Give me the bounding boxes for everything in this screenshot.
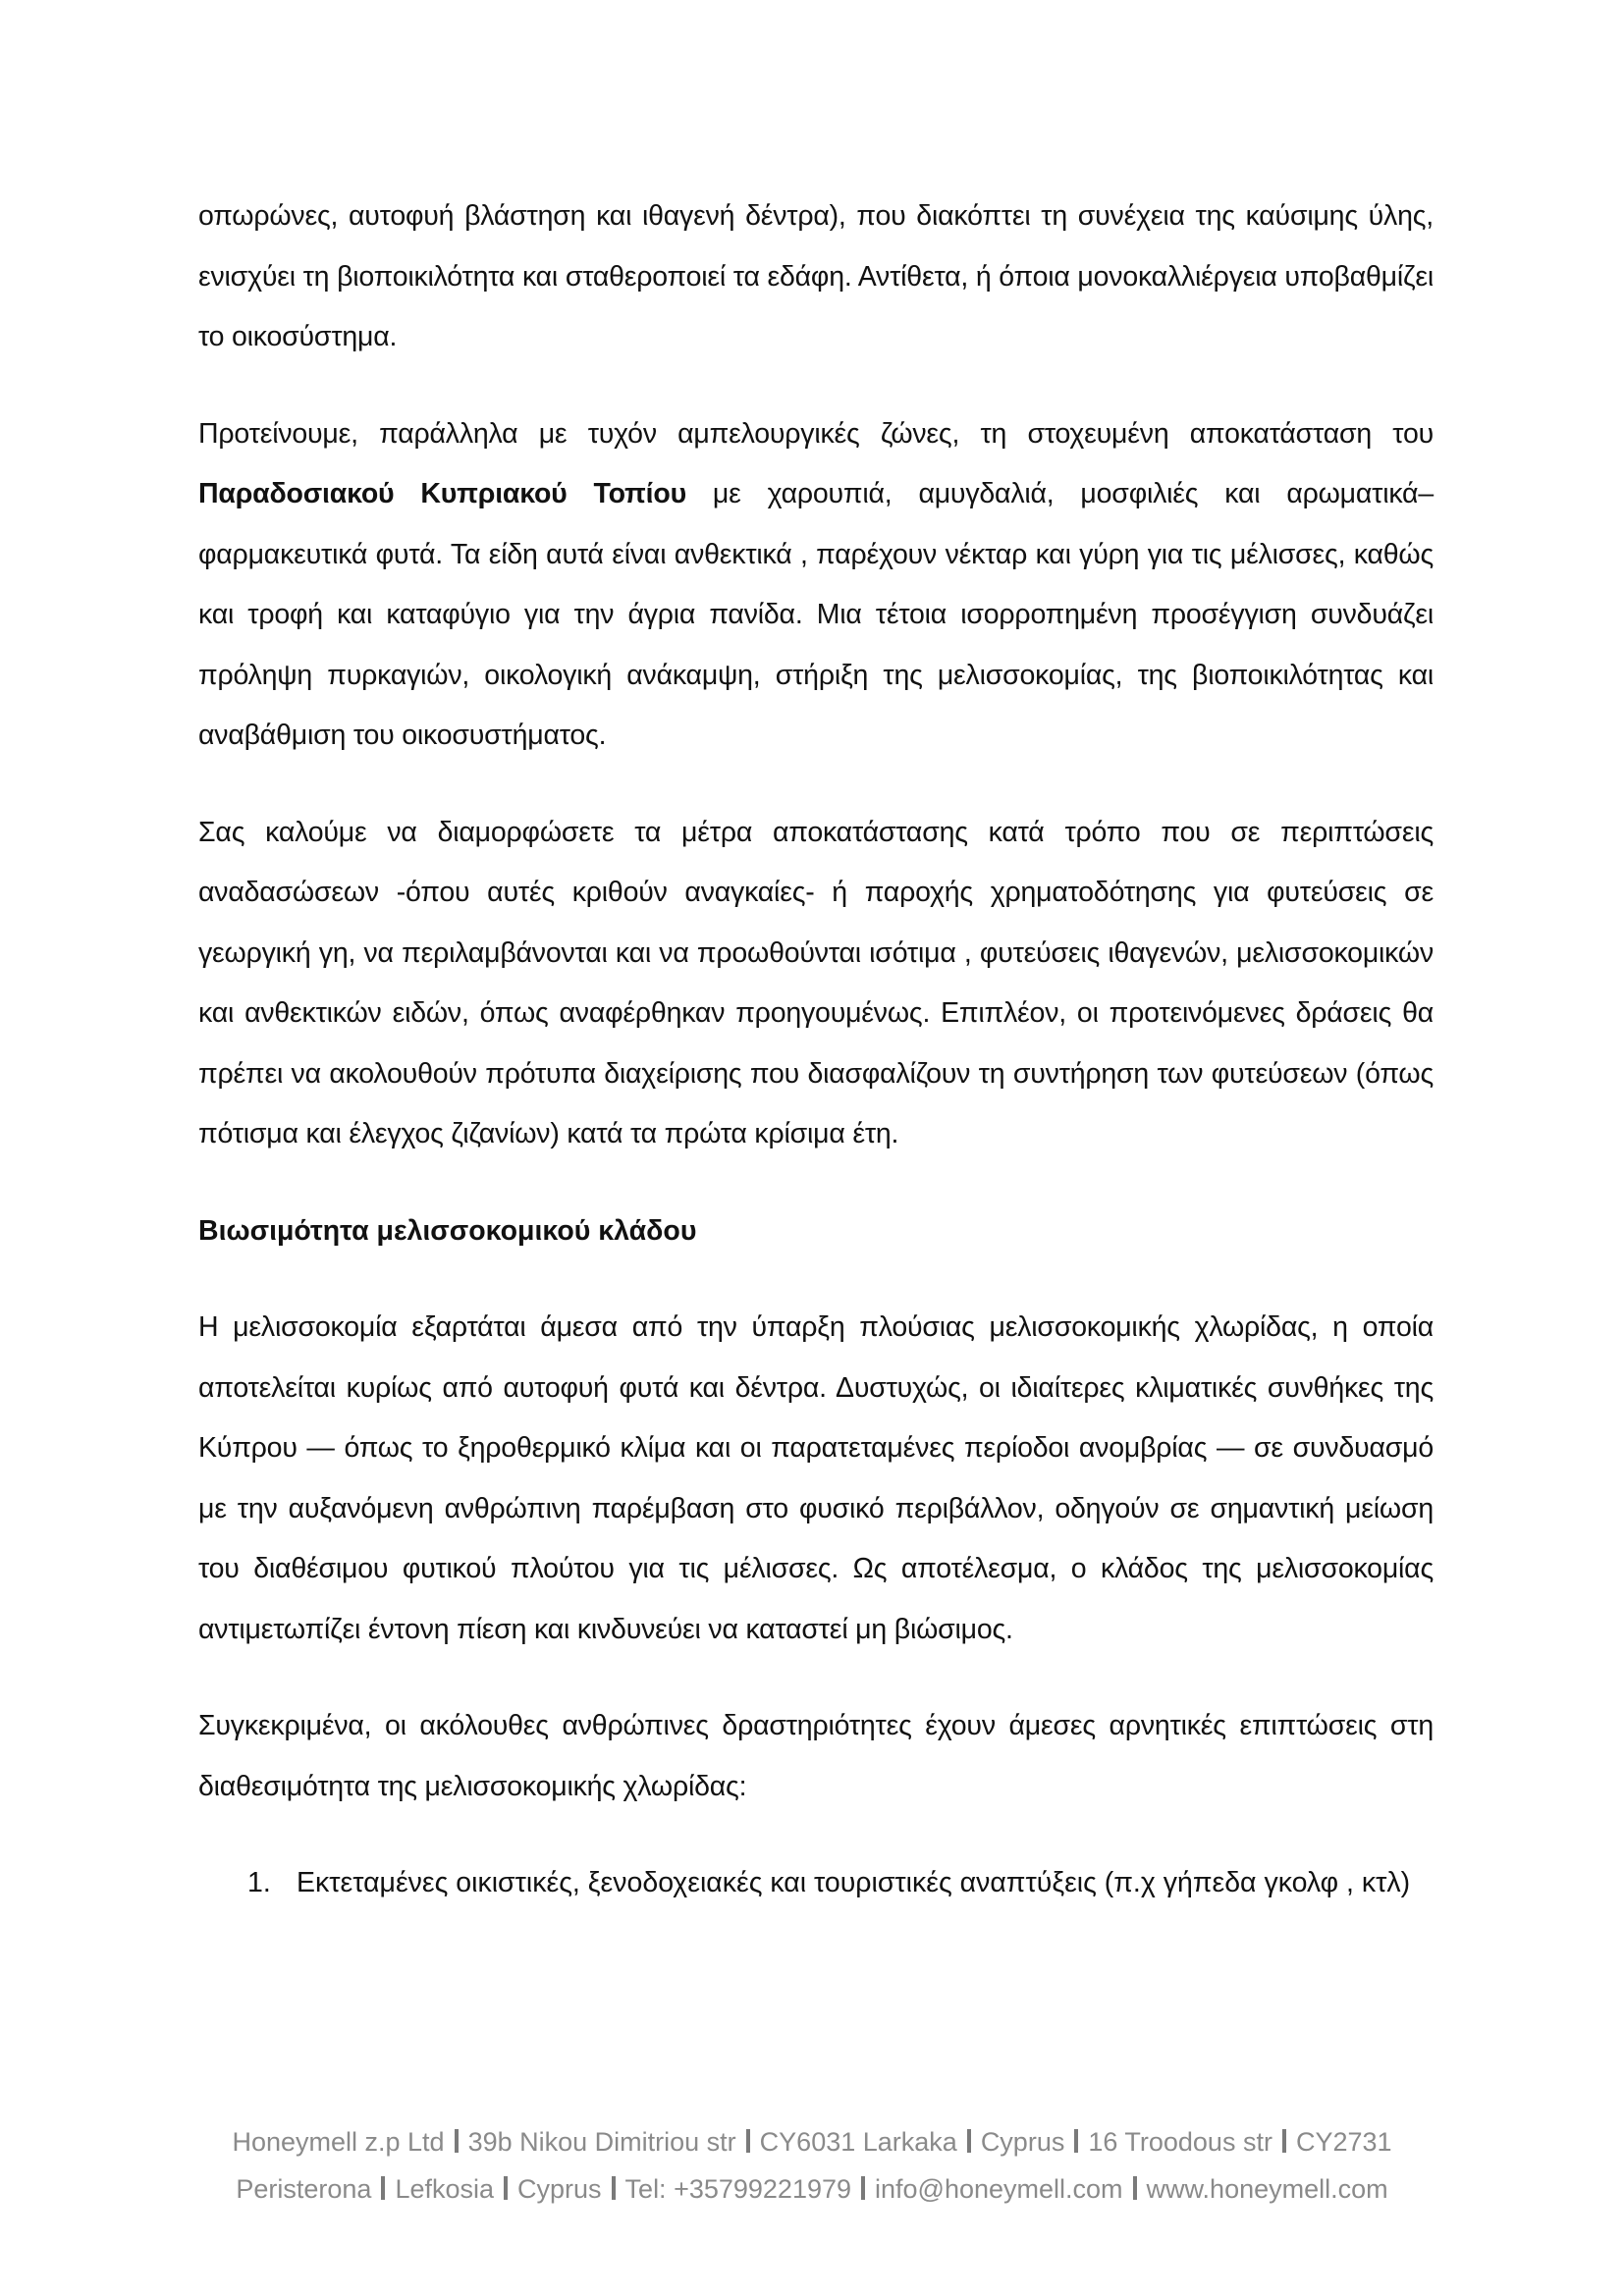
page-footer — [147, 2118, 1477, 2213]
footer-website-link[interactable]: www.honeymell.com — [1146, 2174, 1388, 2204]
paragraph-beekeeping: Η μελισσοκομία εξαρτάται άμεσα από την ύπαρξη πλούσιας μελισσοκομικής χλωρίδας, η οποία αποτελείται κυρίως από αυτοφυή φυτά και δέντρα. Δυστυχώς, οι ιδιαίτερες κλιματικές συνθήκες της Κύπρου — όπως το ξηροθερμικό κλίμα και οι παρατεταμένες περίοδοι ανομβρίας — σε συνδυασμό με την αυξανόμενη ανθρώπινη παρέμβαση στο φυσικό περιβάλλον, οδηγούν σε σημαντική μείωση του διαθέσιμου φυτικού πλούτου για τις μέλισσες. Ως αποτέλεσμα, ο κλάδος της μελισσοκομίας αντιμετωπίζει έντονη πίεση και κινδυνεύει να καταστεί μη βιώσιμος. — [198, 1311, 1434, 1645]
footer-line-1 — [147, 2118, 1477, 2165]
list-item — [198, 1853, 1434, 1914]
separator-bar — [1133, 2176, 1137, 2200]
bold-phrase: Παραδοσιακού Κυπριακού Τοπίου — [198, 478, 686, 509]
paragraph-proposal — [198, 404, 1434, 767]
separator-bar — [612, 2176, 616, 2200]
footer-company: Honeymell z.p Ltd — [232, 2127, 445, 2157]
paragraph-text: με χαρουπιά, αμυγδαλιά, μοσφιλιές και αρωματικά–φαρμακευτικά φυτά. Τα είδη αυτά είναι ανθεκτικά , παρέχουν νέκταρ και γύρη για τις μέλισσες, καθώς και τροφή και καταφύγιο για την άγρια πανίδα. Μια τέτοια ισορροπημένη προσέγγιση συνδυάζει πρόληψη πυρκαγιών, οικολογική ανάκαμψη, στήριξη της μελισσοκομίας, της βιοποικιλότητας και αναβάθμιση του οικοσυστήματος. — [198, 478, 1434, 751]
separator-bar — [861, 2176, 865, 2200]
numbered-list — [198, 1853, 1434, 1914]
document-body — [198, 187, 1434, 1914]
paragraph-activities-intro: Συγκεκριμένα, οι ακόλουθες ανθρώπινες δραστηριότητες έχουν άμεσες αρνητικές επιπτώσεις στη διαθεσιμότητα της μελισσοκομικής χλωρίδας: — [198, 1710, 1434, 1802]
separator-bar — [967, 2129, 971, 2153]
list-item-text: Εκτεταμένες οικιστικές, ξενοδοχειακές και τουριστικές αναπτύξεις (π.χ γήπεδα γκολφ , κτλ) — [297, 1867, 1411, 1898]
paragraph-invitation: Σας καλούμε να διαμορφώσετε τα μέτρα αποκατάστασης κατά τρόπο που σε περιπτώσεις αναδασώσεων -όπου αυτές κριθούν αναγκαίες- ή παροχής χρηματοδότησης για φυτεύσεις σε γεωργική γη, να περιλαμβάνονται και να προωθούνται ισότιμα , φυτεύσεις ιθαγενών, μελισσοκομικών και ανθεκτικών ειδών, όπως αναφέρθηκαν προηγουμένως. Επιπλέον, οι προτεινόμενες δράσεις θα πρέπει να ακολουθούν πρότυπα διαχείρισης που διασφαλίζουν τη συντήρηση των φυτεύσεων (όπως πότισμα και έλεγχος ζιζανίων) κατά τα πρώτα κρίσιμα έτη. — [198, 816, 1434, 1149]
footer-email-link[interactable]: info@honeymell.com — [875, 2174, 1123, 2204]
footer-country-2: Cyprus — [517, 2174, 602, 2204]
list-number: 1. — [247, 1867, 271, 1898]
separator-bar — [455, 2129, 459, 2153]
section-heading: Βιωσιμότητα μελισσοκομικού κλάδου — [198, 1214, 697, 1247]
footer-line-2 — [147, 2165, 1477, 2213]
paragraph-intro: οπωρώνες, αυτοφυή βλάστηση και ιθαγενή δέντρα), που διακόπτει τη συνέχεια της καύσιμης ύλης, ενισχύει τη βιοποικιλότητα και σταθεροποιεί τα εδάφη. Αντίθετα, ή όποια μονοκαλλιέργεια υποβαθμίζει το οικοσύστημα. — [198, 200, 1434, 352]
footer-district: Lefkosia — [395, 2174, 495, 2204]
footer-address: 39b Nikou Dimitriou str — [467, 2127, 736, 2157]
footer-postcode-city: CY6031 Larkaka — [759, 2127, 957, 2157]
footer-postcode-2: CY2731 — [1295, 2127, 1392, 2157]
paragraph-text: Προτείνουμε, παράλληλα με τυχόν αμπελουργικές ζώνες, τη στοχευμένη αποκατάσταση του — [198, 417, 1434, 450]
footer-village: Peristerona — [236, 2174, 372, 2204]
footer-address-2: 16 Troodous str — [1088, 2127, 1272, 2157]
footer-phone: Tel: +35799221979 — [624, 2174, 852, 2204]
separator-bar — [1282, 2129, 1286, 2153]
footer-country: Cyprus — [980, 2127, 1065, 2157]
separator-bar — [746, 2129, 750, 2153]
separator-bar — [504, 2176, 508, 2200]
separator-bar — [381, 2176, 385, 2200]
separator-bar — [1074, 2129, 1078, 2153]
